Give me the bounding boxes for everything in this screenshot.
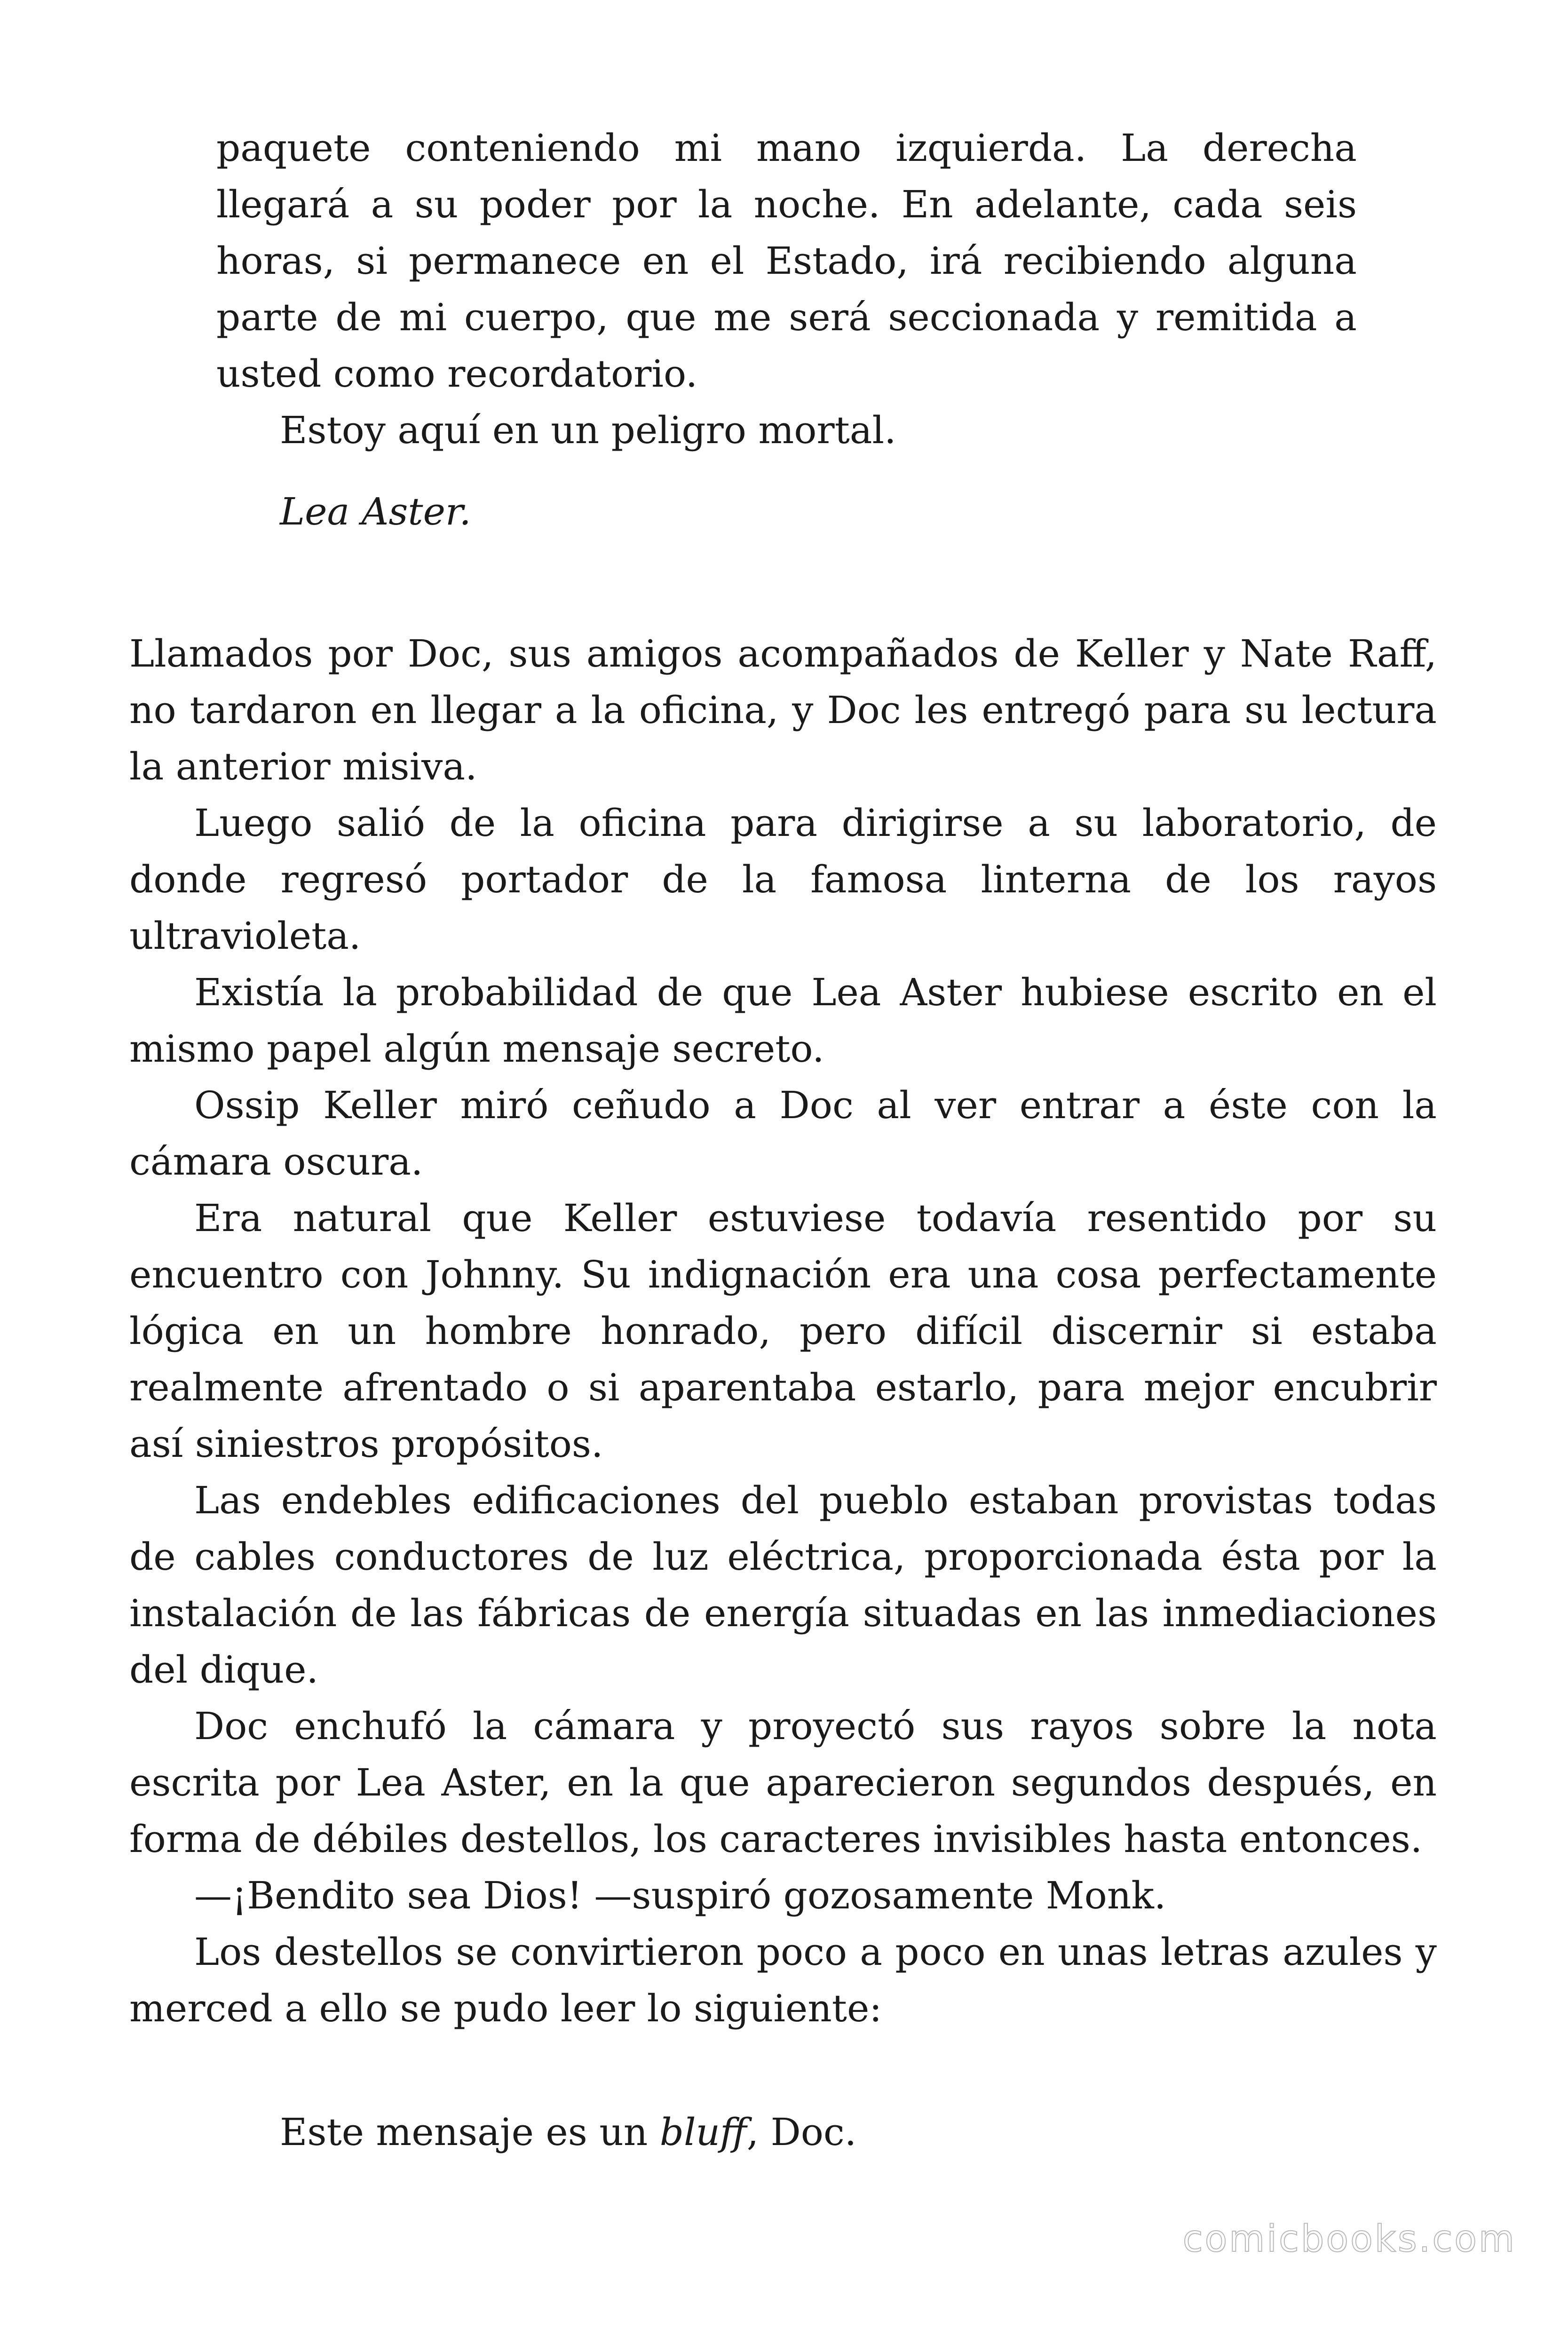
body-paragraph: Ossip Keller miró ceñudo a Doc al ver entrar a éste con la cámara oscura. (129, 1083, 1437, 1184)
closing-note-text-end: , Doc. (746, 2110, 857, 2154)
body-paragraph: Los destellos se convirtieron poco a poco en unas letras azules y merced a ello se pudo leer lo siguiente: (129, 1930, 1437, 2030)
letter-paragraph: paquete conteniendo mi mano izquierda. La derecha llegará a su poder por la noche. En adelante, cada seis horas, si permanece en el Estado, irá recibiendo alguna parte de mi cuerpo, que me será seccionada y remitida a usted como recordatorio. (216, 126, 1357, 396)
body-paragraph: Las endebles edificaciones del pueblo estaban provistas todas de cables conductores de luz eléctrica, proporcionada ésta por la instalación de las fábricas de energía situadas en las inmediaciones del dique. (129, 1478, 1437, 1692)
body-paragraph: Doc enchufó la cámara y proyectó sus rayos sobre la nota escrita por Lea Aster, en la que aparecieron segundos después, en forma de débiles destellos, los caracteres invisibles hasta entonces. (129, 1704, 1437, 1861)
body-paragraph: —¡Bendito sea Dios! —suspiró gozosamente Monk. (194, 1874, 1166, 1917)
watermark: comicbooks.com (1182, 2218, 1516, 2260)
letter-signature: Lea Aster. (280, 490, 471, 533)
body-paragraph: Luego salió de la oficina para dirigirse a su laboratorio, de donde regresó portador de la famosa linterna de los rayos ultravioleta. (129, 801, 1437, 958)
body-paragraph: Llamados por Doc, sus amigos acompañados de Keller y Nate Raff, no tardaron en llegar a la oficina, y Doc les entregó para su lectura la anterior misiva. (129, 632, 1437, 788)
body-paragraph: Era natural que Keller estuviese todavía resentido por su encuentro con Johnny. Su indignación era una cosa perfectamente lógica en un hombre honrado, pero difícil discernir si estaba realmente afrentado o si aparentaba estarlo, para mejor encubrir así siniestros propósitos. (129, 1196, 1437, 1466)
body-text (129, 626, 1437, 2037)
quoted-letter (216, 120, 1357, 459)
letter-paragraph: Estoy aquí en un peligro mortal. (280, 408, 896, 452)
closing-note (280, 2104, 856, 2161)
closing-note-text: Este mensaje es un (280, 2110, 660, 2154)
closing-note-emphasis: bluff (659, 2110, 747, 2154)
body-paragraph: Existía la probabilidad de que Lea Aster hubiese escrito en el mismo papel algún mensaje secreto. (129, 970, 1437, 1071)
